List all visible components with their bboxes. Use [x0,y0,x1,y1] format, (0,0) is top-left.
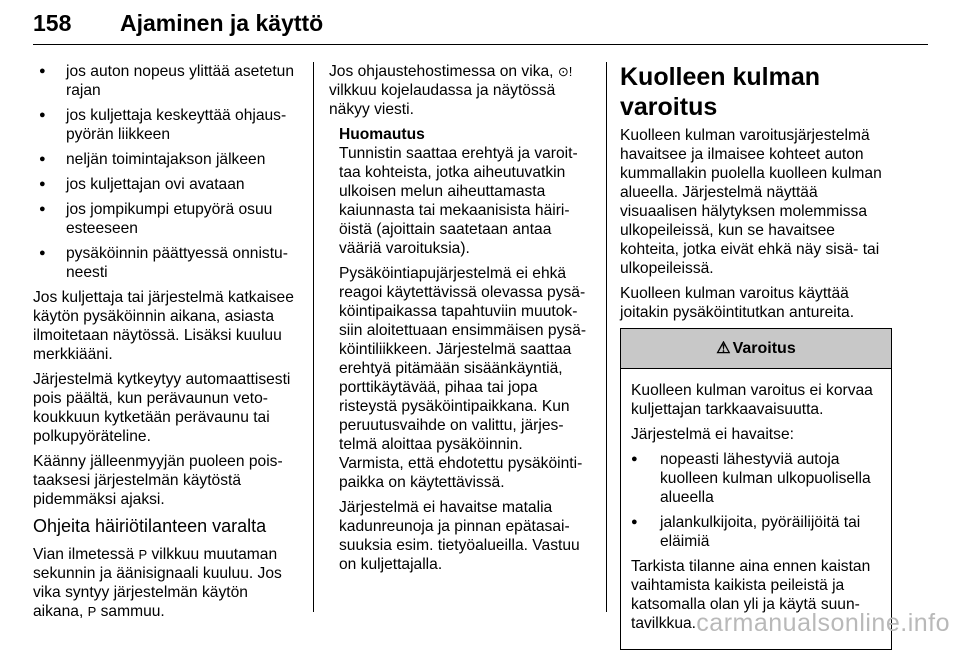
list-item: ● nopeasti lähestyviä autoja kuolleen kulman ulkopuolisella alueella [631,450,881,507]
paragraph: Vian ilmetessä P vilkkuu muutaman sekunnin ja äänisignaali kuuluu. Jos vika syntyy järjestelmän käytön aikana, P sammuu. [33,546,282,620]
parking-assist-icon: P [138,547,148,562]
paragraph: Tarkista tilanne aina ennen kaistan vaihtamista kaikista peileistä ja katsomalla olan yli ja käytä suuntavilkkua. [631,558,871,632]
section-subheading: Ohjeita häiriötilanteen varalta [33,516,267,536]
paragraph: Pysäköintiapujärjestelmä ei ehkä reagoi käytettävissä olevassa pysäköintipaikassa tapahtuviin muutoksiin aloitettuaan ensimmäisen pysäköintiliikkeen. Järjestelmä saattaa erehtyä pitämään sisäänkäyntiä, porttikäytävää, pihaa tai jopa risteystä pysäköintipaikkana. Kun peruutusvaihde on valittu, järjestelmä aloittaa pysäköinnin. Varmista, että ehdotettu pysäköintipaikka on käytettävissä. [339,265,587,491]
note-heading: Huomautus [339,126,425,143]
parking-assist-icon: P [87,604,97,619]
list-item: ● jos kuljettaja keskeyttää ohjauspyörän liikkeen [33,106,301,144]
paragraph: Jos ohjaustehostimessa on vika, ⊙! vilkkuu kojelaudassa ja näytössä näkyy viesti. [329,63,573,118]
note-text: Tunnistin saattaa erehtyä ja varoittaa kohteista, jotka aiheutuvatkin ulkoisen melun aiheuttamasta kaiunnasta tai mekaanisista häiriöistä (ajoittain saatetaan antaa vääriä varoituksia). [339,145,578,257]
column-divider-1 [313,62,314,612]
section-heading: Kuolleen kulman varoitus [620,63,821,121]
list-item: ● neljän toimintajakson jälkeen [33,150,301,169]
page-header [33,4,928,45]
column-divider-2 [606,62,607,612]
paragraph: Käänny jälleenmyyjän puoleen poistaaksesi järjestelmän käytöstä pidemmäksi ajaksi. [33,453,283,508]
column-right [620,62,892,650]
paragraph: Kuolleen kulman varoitusjärjestelmä havaitsee ja ilmaisee kohteet auton kummallakin puolella kuolleen kulman alueella. Järjestelmä näyttää visuaalisen hälytyksen molemmissa ulkopeileissä, kun se havaitsee kohteita, jotka eivät ehkä näy sisä- tai ulkopeileissä. [620,127,882,277]
warning-body [621,369,891,649]
list-item: ● pysäköinnin päättyessä onnistuneesti [33,244,301,282]
list-item: ● jalankulkijoita, pyöräilijöitä tai eläimiä [631,513,881,551]
list-item: ● jos auton nopeus ylittää asetetun rajan [33,62,301,100]
warning-header [621,329,891,369]
column-left [33,62,301,627]
warning-box [620,328,892,650]
page-title: Ajaminen ja käyttö [120,10,324,36]
warning-list [631,450,881,551]
paragraph: Kuolleen kulman varoitus ei korvaa kuljettajan tarkkaavaisuutta. [631,382,873,418]
list-item: ● jos jompikumpi etupyörä osuu esteeseen [33,200,301,238]
warning-title: Varoitus [732,340,796,357]
column-middle [329,62,591,580]
page-number: 158 [33,10,72,36]
list-item: ● jos kuljettajan ovi avataan [33,175,301,194]
paragraph: Kuolleen kulman varoitus käyttää joitakin pysäköintitutkan antureita. [620,285,855,321]
watermark: carmanualsonline.info [696,609,950,637]
paragraph: Järjestelmä ei havaitse: [631,426,794,443]
condition-list [33,62,301,282]
paragraph: Järjestelmä ei havaitse matalia kadunreunoja ja pinnan epätasaisuuksia esim. tietyöalueilla. Vastuu on kuljettajalla. [339,499,580,573]
paragraph: Järjestelmä kytkeytyy automaattisesti pois päältä, kun perävaunun vetokoukkuun kytketään perävaunu tai polkupyöräteline. [33,371,291,445]
steering-warning-icon: ⊙! [557,64,573,79]
warning-triangle-icon: ⚠ [716,340,731,357]
paragraph: Jos kuljettaja tai järjestelmä katkaisee käytön pysäköinnin aikana, asiasta ilmoitetaan näytössä. Lisäksi kuuluu merkkiääni. [33,289,294,363]
